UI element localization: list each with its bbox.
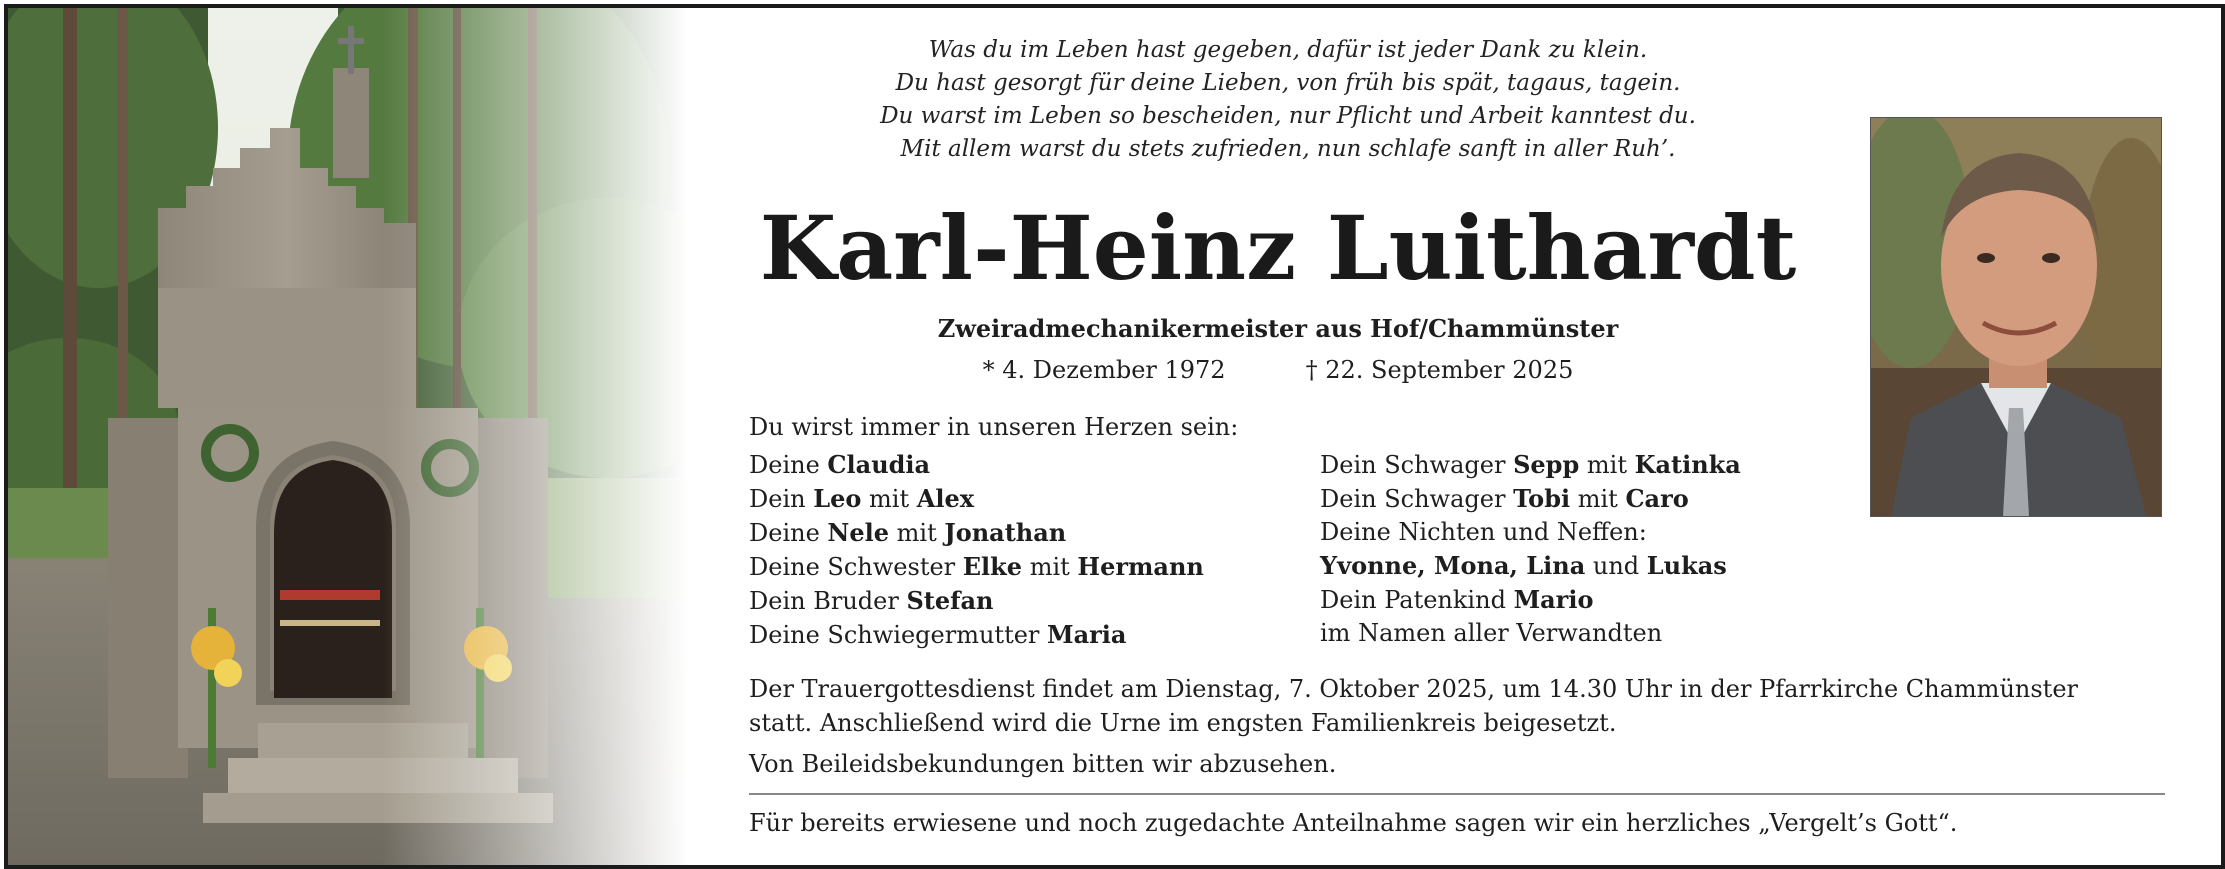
obituary-notice [4, 4, 2225, 869]
mourner-name: Yvonne, Mona, Lina [1320, 551, 1586, 580]
poem-line: Was du im Leben hast gegeben, dafür ist jeder Dank zu klein. [928, 37, 1648, 63]
mourner-relation: mit [1579, 451, 1635, 479]
mourner-name: Maria [1047, 620, 1127, 649]
mourner-name: Mario [1513, 585, 1594, 614]
funeral-service-info [749, 672, 2179, 740]
mourners-right-column [1320, 448, 1741, 650]
mourner-relation: Dein Bruder [749, 587, 907, 615]
mourner-name: Alex [916, 484, 975, 513]
mourner-name: Sepp [1513, 450, 1580, 479]
mourner-line [749, 448, 1204, 482]
mourner-name: Caro [1625, 484, 1689, 513]
mourner-name: Hermann [1077, 552, 1204, 581]
mourner-line [749, 516, 1204, 550]
mourner-name: Claudia [827, 450, 931, 479]
service-line: Der Trauergottesdienst findet am Dienstag, 7. Oktober 2025, um 14.30 Uhr in der Pfarrkirche Chammünster [749, 675, 2078, 703]
poem-line: Mit allem warst du stets zufrieden, nun schlafe sanft in aller Ruh’. [900, 136, 1676, 162]
mourner-relation: Dein Schwager [1320, 485, 1514, 513]
mourner-relation: und [1585, 552, 1647, 580]
mourner-name: Katinka [1634, 450, 1741, 479]
death-date: † 22. September 2025 [1305, 356, 1574, 384]
mourner-relation: mit [861, 485, 917, 513]
mourner-line [1320, 549, 1741, 583]
mourner-line [749, 618, 1204, 652]
divider [749, 793, 2165, 795]
birth-date: * 4. Dezember 1972 [982, 356, 1226, 384]
mourner-line [749, 550, 1204, 584]
portrait-photo [1870, 117, 2162, 517]
chapel-photo [8, 8, 688, 865]
profession: Zweiradmechanikermeister aus Hof/Chammünster [937, 314, 1619, 343]
poem-line: Du warst im Leben so bescheiden, nur Pflicht und Arbeit kanntest du. [880, 103, 1696, 129]
mourner-relation: Deine [749, 519, 828, 547]
mourner-name: Elke [962, 552, 1023, 581]
service-line: statt. Anschließend wird die Urne im engsten Familienkreis beigesetzt. [749, 709, 1617, 737]
mourner-relation: Dein [749, 485, 814, 513]
mourner-relation: Deine Schwiegermutter [749, 621, 1048, 649]
life-dates [708, 356, 1848, 384]
mourner-name: Lukas [1646, 551, 1727, 580]
mourner-line [749, 584, 1204, 618]
deceased-name: Karl-Heinz Luithardt [759, 196, 1797, 300]
mourner-line [1320, 583, 1741, 617]
mourner-relation: Deine Schwester [749, 553, 963, 581]
mourner-name: Stefan [906, 586, 994, 615]
memorial-poem [708, 34, 1868, 166]
mourner-relation: Deine [749, 451, 828, 479]
mourner-name: Tobi [1513, 484, 1571, 513]
mourner-relation: mit [889, 519, 945, 547]
mourner-relation: Dein Schwager [1320, 451, 1514, 479]
poem-line: Du hast gesorgt für deine Lieben, von früh bis spät, tagaus, tagein. [895, 70, 1681, 96]
mourner-line [749, 482, 1204, 516]
mourner-line [1320, 617, 1741, 650]
mourners-intro: Du wirst immer in unseren Herzen sein: [749, 413, 1239, 441]
no-condolences-note: Von Beileidsbekundungen bitten wir abzusehen. [749, 750, 1337, 778]
mourner-relation: Dein Patenkind [1320, 586, 1514, 614]
mourner-line [1320, 516, 1741, 549]
mourner-relation: mit [1022, 553, 1078, 581]
mourners-left-column [749, 448, 1204, 652]
mourner-relation: im Namen aller Verwandten [1320, 619, 1663, 647]
mourner-relation: mit [1570, 485, 1626, 513]
mourner-name: Nele [827, 518, 890, 547]
thanks-note: Für bereits erwiesene und noch zugedachte Anteilnahme sagen wir ein herzliches „Vergelt’s Gott“. [749, 809, 1958, 837]
mourner-name: Leo [813, 484, 862, 513]
mourner-line [1320, 482, 1741, 516]
mourner-name: Jonathan [944, 518, 1067, 547]
mourner-line [1320, 448, 1741, 482]
mourner-relation: Deine Nichten und Neffen: [1320, 518, 1647, 546]
